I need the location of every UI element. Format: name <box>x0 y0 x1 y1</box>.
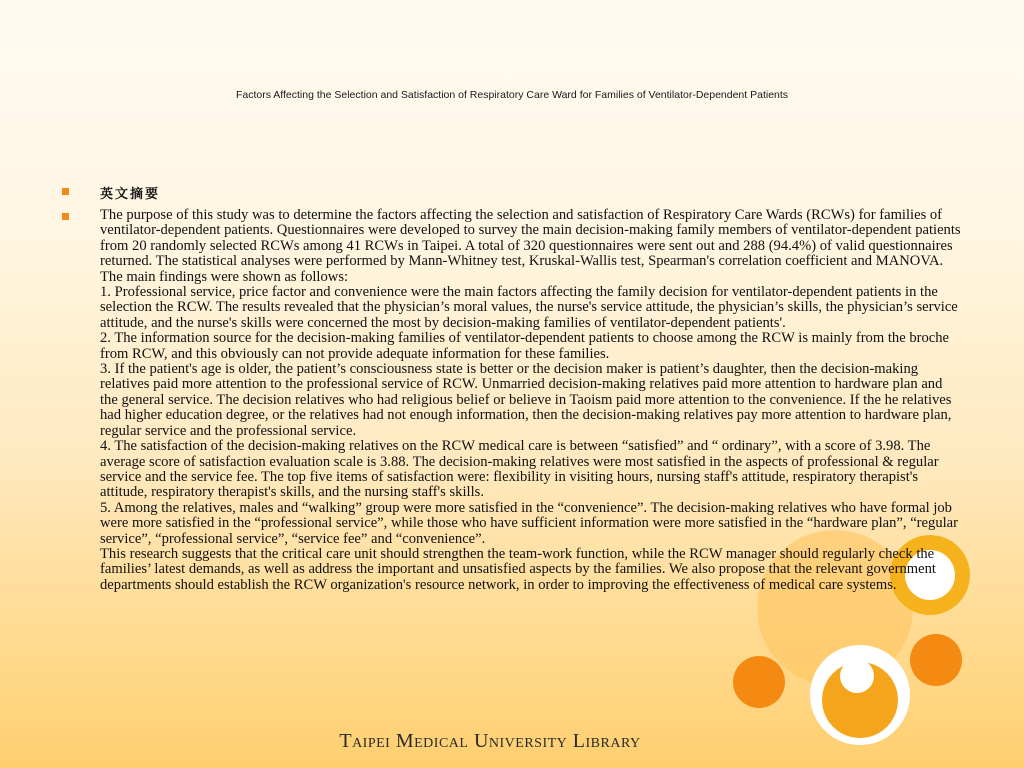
abstract-paragraph: This research suggests that the critical care unit should strengthen the team-work function, while the RCW manager should regularly check the families’ latest demands, as well as address the important and unsatisfied aspects by the families. We also propose that the relevant government departments should establish the RCW organization's resource network, in order to improving the effectiveness of medical care systems. <box>100 545 936 593</box>
abstract-paragraph: 5. Among the relatives, males and “walking” group were more satisfied in the “convenience”. The decision-making relatives who have formal job were more satisfied in the “professional service”, while those who have sufficient information were more satisfied in the “hardware plan”, “regular service”, “professional service”, “service fee” and “convenience”. <box>100 499 959 547</box>
abstract-paragraph: 2. The information source for the decision-making families of ventilator-dependent patients to choose among the RCW is mainly from the broche from RCW, and this obviously can not provide adequate information for these families. <box>100 330 950 362</box>
square-bullet-icon <box>62 213 69 220</box>
abstract-paragraph: 3. If the patient's age is older, the patient’s consciousness state is better or the decision maker is patient’s daughter, then the decision-making relatives paid more attention to the professional service of RCW. Unmarried decision-making relatives paid more attention to hardware plan and the general service. The decision relatives who had religious belief or believe in Taoism paid more attention to the convenience. If the he relatives had higher education degree, or the relatives had not enough information, then the decision-making relatives pay more attention to hardware plan, regular service and the professional service. <box>100 361 952 439</box>
decor-circle-right <box>910 634 962 686</box>
decor-circle-center-inner <box>840 659 874 693</box>
bullet-list <box>62 183 962 593</box>
abstract-paragraph: 4. The satisfaction of the decision-making relatives on the RCW medical care is between “satisfied” and “ ordinary”, with a score of 3.98. The average score of satisfaction evaluation scale is 3.88. The decision-making relatives were most satisfied in the aspects of professional & regular service and the service fee. The top five items of satisfaction were: flexibility in visiting hours, nursing staff's attitude, respiratory therapist's attitude, respiratory therapist's skills, and the nursing staff's skills. <box>100 438 939 501</box>
abstract-paragraph: 1. Professional service, price factor and convenience were the main factors affecting the family decision for ventilator-dependent patients in the selection the RCW. The results revealed that the physician’s moral values, the nurse's service attitude, the physician’s skills, the physician’s service attitude, and the nurse's skills were concerned the most by decision-making families of ventilator-dependent patients'. <box>100 284 958 331</box>
abstract-heading: 英文摘要 <box>100 187 161 202</box>
abstract-paragraph: The main findings were shown as follows: <box>100 268 349 285</box>
slide-title: Factors Affecting the Selection and Satisfaction of Respiratory Care Ward for Families of Ventilator-Dependent Patients <box>235 89 789 101</box>
decor-circle-left <box>733 656 785 708</box>
bullet-item-abstract <box>62 208 962 593</box>
footer-library-name: Taipei Medical University Library <box>339 730 641 752</box>
abstract-paragraph: The purpose of this study was to determine the factors affecting the selection and satisfaction of Respiratory Care Wards (RCWs) for families of ventilator-dependent patients. Questionnaires were developed to survey the main decision-making family members of ventilator-dependent patients from 20 randomly selected RCWs among 41 RCWs in Taipei. A total of 320 questionnaires were sent out and 288 (94.4%) of valid questionnaires returned. The statistical analyses were performed by Mann-Whitney test, Kruskal-Wallis test, Spearman's correlation coefficient and MANOVA. <box>100 207 961 270</box>
bullet-item-heading <box>62 183 962 202</box>
square-bullet-icon <box>62 188 69 195</box>
